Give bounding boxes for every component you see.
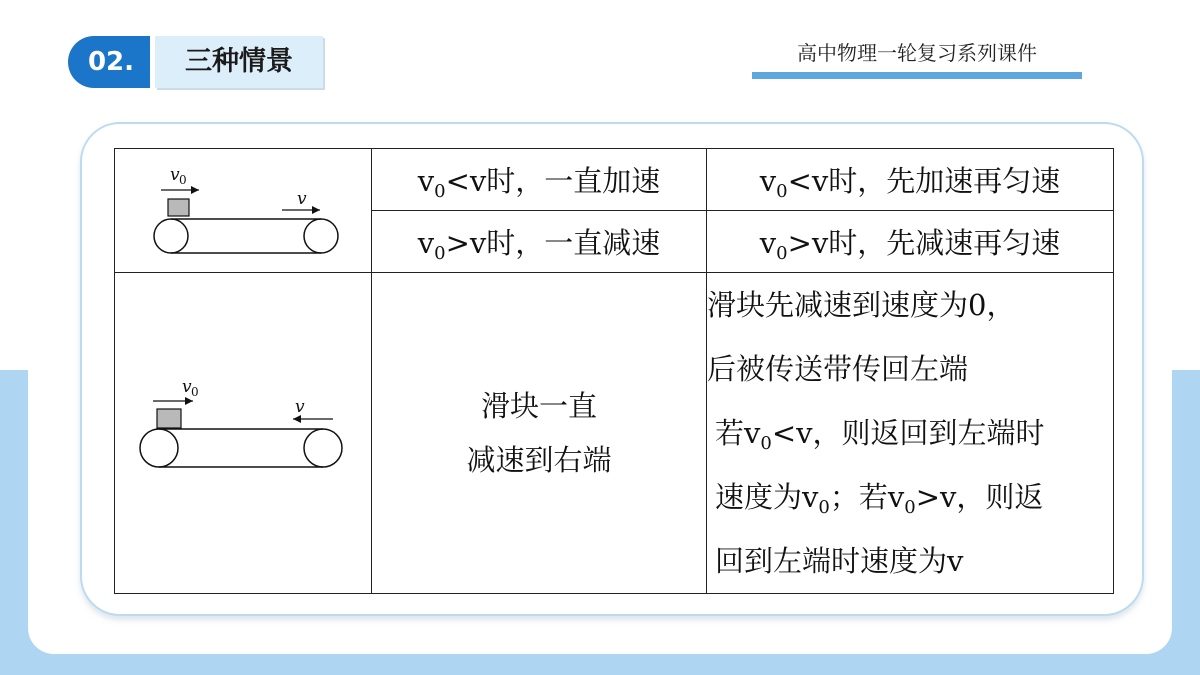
block-velocity-subscript: 0: [179, 172, 187, 187]
cell-case-accelerate-always: $v_0<v$时，一直加速: [372, 149, 707, 211]
right-line-2: 后被传送带传回左端: [707, 352, 969, 386]
section-title: 三种情景: [155, 36, 323, 88]
right-pulley: [304, 429, 342, 467]
belt-velocity-arrowhead: [312, 206, 320, 214]
block-velocity-label: v: [182, 377, 192, 397]
right-line-4: 速度为$v_0$；若$v_0>v$，则返: [715, 480, 1044, 518]
middle-line-2: 减速到右端: [466, 443, 612, 477]
cell-case-decelerate-then-uniform: $v_0>v$时，先减速再匀速: [707, 211, 1114, 273]
block-velocity-arrowhead: [191, 186, 199, 194]
right-line-3: 若$v_0<v$，则返回到左端时: [715, 416, 1045, 454]
right-line-5: 回到左端时速度为v: [715, 544, 964, 578]
belt-velocity-label: v: [295, 397, 305, 417]
cell-case-accelerate-then-uniform: $v_0<v$时，先加速再匀速: [707, 149, 1114, 211]
table-row: [115, 273, 1114, 594]
left-pulley: [154, 219, 188, 253]
left-pulley: [140, 429, 178, 467]
diagram-cell-same-direction: [115, 149, 372, 273]
slider-block: [157, 409, 181, 428]
course-title: 高中物理一轮复习系列课件: [797, 41, 1037, 65]
scenario-table: [114, 148, 1114, 594]
conveyor-opposite-direction-diagram: [115, 368, 370, 498]
conveyor-same-direction-diagram: [115, 150, 370, 272]
middle-line-1: 滑块一直: [480, 389, 597, 423]
course-title-underline: [752, 72, 1082, 79]
block-velocity-subscript: 0: [191, 385, 199, 399]
section-number-badge: 02.: [68, 36, 150, 88]
diagram-cell-opposite-direction: [115, 273, 372, 594]
cell-decelerate-to-right-end: [372, 273, 707, 594]
belt-velocity-label: v: [297, 188, 307, 209]
block-velocity-label: v: [170, 164, 180, 185]
cell-return-to-left-end: [707, 273, 1114, 594]
slider-block: [168, 199, 189, 216]
right-pulley: [304, 219, 338, 253]
cell-case-decelerate-always: $v_0>v$时，一直减速: [372, 211, 707, 273]
table-row: [115, 149, 1114, 211]
right-line-1: 滑块先减速到速度为0，: [707, 288, 1016, 322]
